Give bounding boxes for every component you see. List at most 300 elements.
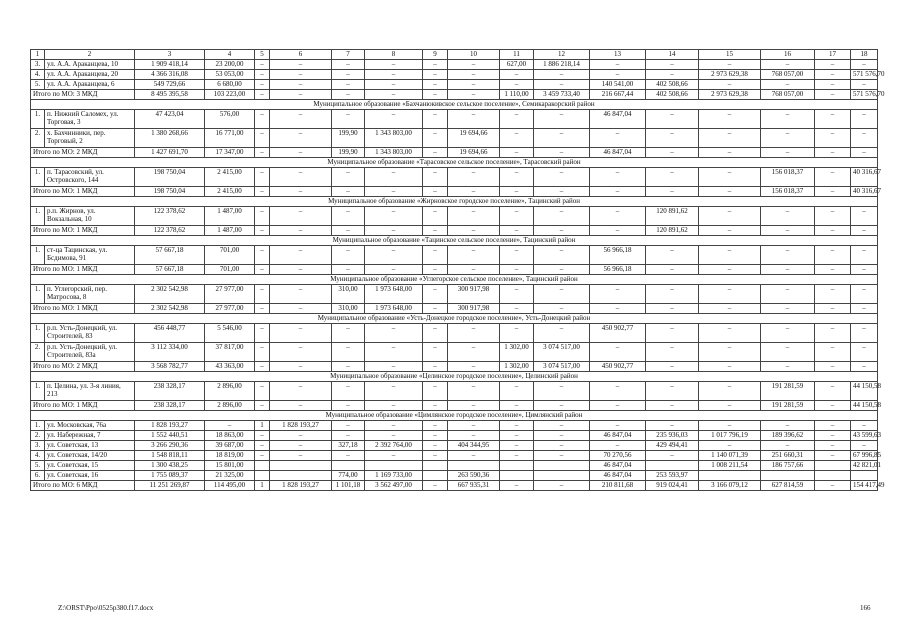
row-number: 4. [31,451,45,461]
table-cell: 2 415,00 [205,187,255,197]
row-number: 1. [31,168,45,187]
table-cell: 1 828 193,27 [270,421,332,431]
address-cell: п. Тарасовский, ул. Островского, 144 [45,168,135,187]
table-cell: – [365,265,423,275]
table-cell: – [646,285,699,304]
table-cell: – [699,226,761,236]
table-cell: – [500,441,534,451]
table-cell: – [851,304,878,314]
table-cell: – [646,187,699,197]
table-cell [423,461,448,471]
table-cell: – [423,246,448,265]
table-cell: – [448,343,500,362]
table-cell [270,461,332,471]
table-cell [448,461,500,471]
table-cell: – [255,431,270,441]
table-cell: – [646,60,699,70]
table-cell: 189 396,62 [761,431,815,441]
column-header: 4 [205,50,255,60]
table-cell: – [332,90,365,100]
column-header: 8 [365,50,423,60]
table-cell: – [270,226,332,236]
table-cell: 402 508,66 [646,80,699,90]
table-cell: – [590,187,646,197]
table-cell: – [270,401,332,411]
table-cell: 3 074 517,00 [534,362,590,372]
row-number: 1. [31,421,45,431]
table-cell [761,471,815,481]
table-cell: – [699,207,761,226]
table-cell: – [423,304,448,314]
table-cell: – [646,246,699,265]
table-cell: – [332,168,365,187]
table-cell: 3 568 782,77 [135,362,205,372]
table-cell: 235 936,03 [646,431,699,441]
table-cell: – [534,187,590,197]
table-cell: – [332,431,365,441]
table-cell: 57 667,18 [135,246,205,265]
table-cell: – [500,481,534,491]
table-cell: – [646,168,699,187]
table-cell: 1 343 803,00 [365,129,423,148]
table-cell: – [815,431,851,441]
table-cell: 53 053,00 [205,70,255,80]
table-cell: – [423,70,448,80]
table-cell: 37 817,00 [205,343,255,362]
table-cell: – [270,431,332,441]
table-cell: – [423,110,448,129]
table-cell: – [500,110,534,129]
table-cell: – [699,304,761,314]
table-cell: – [332,343,365,362]
table-cell: – [332,187,365,197]
table-cell: – [534,441,590,451]
row-number: 6. [31,471,45,481]
table-cell: 3 459 733,40 [534,90,590,100]
table-cell: 18 819,00 [205,451,255,461]
table-cell: 40 316,67 [851,187,878,197]
table-cell: – [448,60,500,70]
footer-file-path: Z:\ORST\Ppo\0525p380.f17.docx [58,604,154,612]
table-cell: – [761,441,815,451]
table-cell: – [332,60,365,70]
table-cell: – [761,421,815,431]
table-cell: 2 973 629,38 [699,90,761,100]
table-cell: 70 270,56 [590,451,646,461]
table-cell: – [851,226,878,236]
table-cell: – [423,382,448,401]
table-cell: – [255,451,270,461]
row-number: 3. [31,441,45,451]
row-number: 5. [31,461,45,471]
table-cell: – [851,441,878,451]
table-cell: 57 667,18 [135,265,205,275]
table-cell: – [365,207,423,226]
table-cell: 327,18 [332,441,365,451]
address-cell: п. Углегорский, пер. Матросова, 8 [45,285,135,304]
table-row [31,60,878,70]
table-cell: – [590,207,646,226]
section-title: Муниципальное образование «Цимлянское городское поселение», Цимлянский район [31,411,878,421]
table-row [31,285,878,304]
table-cell: – [815,187,851,197]
table-cell: – [255,129,270,148]
column-header: 1 [31,50,45,60]
table-cell: – [851,246,878,265]
table-cell: – [423,343,448,362]
table-cell: – [423,60,448,70]
table-cell: – [646,324,699,343]
table-cell: – [448,80,500,90]
table-cell: – [448,226,500,236]
table-cell: – [255,90,270,100]
table-cell: 1 169 733,00 [365,471,423,481]
table-cell: – [448,90,500,100]
table-cell: – [699,343,761,362]
column-header: 16 [761,50,815,60]
section-title: Муниципальное образование «Бахчанюкивское сельское поселение», Семикаракорский район [31,100,878,110]
table-cell: – [255,324,270,343]
footer-page-number: 166 [860,604,871,612]
address-cell: х. Бахчинники, пер. Торговый, 2 [45,129,135,148]
table-cell [534,461,590,471]
address-cell: р.п. Усть-Донецкий, ул. Строителей, 83 [45,324,135,343]
table-cell: 919 024,41 [646,481,699,491]
address-cell: п. Целина, ул. 3-я линия, 213 [45,382,135,401]
table-cell: – [815,226,851,236]
table-cell: 1 755 089,37 [135,471,205,481]
table-cell: – [646,129,699,148]
table-cell: – [255,382,270,401]
table-cell: – [851,285,878,304]
table-cell: – [815,129,851,148]
table-cell: – [365,451,423,461]
table-cell: – [500,226,534,236]
cost-table [30,49,885,491]
address-cell: р.п. Жирнов, ул. Вокзальная, 10 [45,207,135,226]
table-cell: – [699,168,761,187]
address-cell: ул. Советская, 14/20 [45,451,135,461]
table-cell: 2 302 542,98 [135,285,205,304]
table-cell: – [365,110,423,129]
table-cell: 191 281,59 [761,382,815,401]
address-cell: ст-ца Тацинская, ул. Бсдимова, 91 [45,246,135,265]
table-cell: – [365,246,423,265]
total-row [31,187,878,197]
table-cell: – [815,324,851,343]
table-cell: – [534,226,590,236]
table-cell: – [534,148,590,158]
section-title: Муниципальное образование «Углегорское сельское поселение», Тацинский район [31,275,878,285]
address-cell: п. Нижний Саломех, ул. Торговая, 3 [45,110,135,129]
table-cell: – [448,324,500,343]
table-row [31,110,878,129]
table-cell: – [815,343,851,362]
table-cell: – [255,226,270,236]
section-title: Муниципальное образование «Усть-Донецкое городское поселение», Усть-Донецкий район [31,314,878,324]
section-title: Муниципальное образование «Тарасовское сельское поселение», Тарасовский район [31,158,878,168]
table-cell: – [699,246,761,265]
address-cell: р.п. Усть-Донецкий, ул. Строителей, 83а [45,343,135,362]
table-cell: 140 541,00 [590,80,646,90]
table-cell: – [270,343,332,362]
table-cell: – [699,60,761,70]
table-row [31,70,878,80]
table-cell: – [270,110,332,129]
table-cell: – [255,168,270,187]
table-cell: – [500,265,534,275]
table-row [31,207,878,226]
table-cell: – [761,324,815,343]
table-cell: 8 495 395,58 [135,90,205,100]
table-cell: 1 973 648,00 [365,285,423,304]
table-cell: – [500,285,534,304]
table-cell: – [534,70,590,80]
table-cell: – [534,382,590,401]
table-cell: – [534,285,590,304]
row-number: 3. [31,60,45,70]
row-number: 1. [31,110,45,129]
table-cell: – [448,451,500,461]
table-cell: – [590,382,646,401]
table-cell: – [761,110,815,129]
table-cell: – [646,451,699,461]
table-cell: – [332,382,365,401]
table-cell: 627,00 [500,60,534,70]
table-cell: – [270,129,332,148]
table-cell: – [270,304,332,314]
table-cell: 2 302 542,98 [135,304,205,314]
table-cell: – [423,265,448,275]
table-cell: 1 552 440,51 [135,431,205,441]
table-cell: 310,00 [332,304,365,314]
table-cell: – [332,246,365,265]
table-cell: – [590,285,646,304]
table-cell: 122 378,62 [135,226,205,236]
table-cell: – [851,60,878,70]
table-cell: 300 917,98 [448,285,500,304]
row-number: 5. [31,80,45,90]
table-cell: – [761,343,815,362]
table-cell: 450 902,77 [590,362,646,372]
table-cell: 3 074 517,00 [534,343,590,362]
table-cell: – [365,168,423,187]
total-row [31,481,878,491]
table-cell: 768 057,00 [761,90,815,100]
table-cell: 701,00 [205,265,255,275]
table-cell: – [255,401,270,411]
table-cell: – [815,265,851,275]
table-cell: 571 576,70 [851,90,878,100]
total-row [31,148,878,158]
address-cell: ул. А.А. Араканцева, 10 [45,60,135,70]
table-cell: – [365,226,423,236]
table-cell: – [332,80,365,90]
table-cell: 191 281,59 [761,401,815,411]
table-cell: – [365,60,423,70]
table-cell: – [423,421,448,431]
table-cell: – [270,60,332,70]
table-cell: – [448,421,500,431]
table-cell: – [815,60,851,70]
table-cell: 2 973 629,38 [699,70,761,80]
table-cell: 701,00 [205,246,255,265]
table-cell: – [534,265,590,275]
column-header: 7 [332,50,365,60]
total-row [31,265,878,275]
table-cell: – [365,362,423,372]
section-title: Муниципальное образование «Жирновское городское поселение», Тацинский район [31,197,878,207]
address-cell: ул. Советская, 16 [45,471,135,481]
table-cell: – [699,265,761,275]
table-cell: – [255,362,270,372]
table-cell: – [448,382,500,401]
table-cell: – [590,421,646,431]
table-cell: – [448,207,500,226]
table-cell: – [534,110,590,129]
address-cell: ул. А.А. Араканцева, 20 [45,70,135,80]
table-cell: 429 494,41 [646,441,699,451]
table-cell: 46 847,04 [590,148,646,158]
table-cell: – [500,246,534,265]
total-label: Итого по МО: 6 МКД [31,481,135,491]
table-cell: – [534,324,590,343]
table-cell: – [365,431,423,441]
table-cell: – [270,265,332,275]
table-cell: 198 750,04 [135,168,205,187]
table-cell: – [646,70,699,80]
table-cell: 1 [255,481,270,491]
section-row [31,275,878,285]
table-row [31,461,878,471]
table-cell: 17 347,00 [205,148,255,158]
table-cell: 238 328,17 [135,401,205,411]
address-cell: ул. Набережная, 7 [45,431,135,441]
table-cell: – [270,324,332,343]
table-cell: – [332,207,365,226]
table-cell: – [500,451,534,461]
table-cell: 1 [255,421,270,431]
table-cell: 42 821,01 [851,461,878,471]
table-cell: – [815,110,851,129]
table-cell: 238 328,17 [135,382,205,401]
table-cell: – [255,207,270,226]
table-cell: – [332,451,365,461]
table-cell: 3 166 079,12 [699,481,761,491]
table-cell: – [815,285,851,304]
table-cell: 27 977,00 [205,304,255,314]
table-cell: – [448,431,500,441]
table-cell: 263 590,36 [448,471,500,481]
table-cell: – [699,148,761,158]
column-header: 9 [423,50,448,60]
table-cell: 56 966,18 [590,246,646,265]
table-cell: – [423,148,448,158]
table-cell [500,461,534,471]
total-row [31,226,878,236]
table-cell: – [500,129,534,148]
table-cell: – [255,285,270,304]
section-row [31,236,878,246]
table-cell [500,471,534,481]
table-cell: 627 814,59 [761,481,815,491]
total-row [31,90,878,100]
total-label: Итого по МО: 2 МКД [31,148,135,158]
table-cell: – [270,451,332,461]
row-number: 1. [31,246,45,265]
table-cell: – [534,481,590,491]
table-cell: 2 896,00 [205,382,255,401]
table-cell: – [851,80,878,90]
table-cell: – [365,401,423,411]
table-cell: – [851,362,878,372]
table-cell: – [699,110,761,129]
table-cell: 27 977,00 [205,285,255,304]
table-cell: – [332,324,365,343]
table-cell: – [646,110,699,129]
table-cell: – [761,60,815,70]
table-cell: 1 828 193,27 [135,421,205,431]
table-cell: – [500,187,534,197]
table-cell: 576,00 [205,110,255,129]
table-cell: – [699,285,761,304]
table-cell: – [270,168,332,187]
table-cell: – [423,207,448,226]
table-cell: 46 847,04 [590,110,646,129]
table-cell: – [590,60,646,70]
table-cell: – [270,382,332,401]
table-cell: – [815,168,851,187]
table-cell: – [646,265,699,275]
table-cell: 768 057,00 [761,70,815,80]
table-cell: – [761,80,815,90]
column-header: 11 [500,50,534,60]
table-cell: – [270,362,332,372]
table-cell: – [255,60,270,70]
table-cell: – [851,148,878,158]
table-cell: 56 966,18 [590,265,646,275]
section-row [31,158,878,168]
table-cell: – [590,441,646,451]
table-cell [815,471,851,481]
table-cell: – [255,70,270,80]
table-cell: – [815,382,851,401]
address-cell: ул. Советская, 13 [45,441,135,451]
table-cell: – [590,226,646,236]
table-cell: – [534,304,590,314]
table-cell: 253 593,97 [646,471,699,481]
table-cell: 1 017 796,19 [699,431,761,441]
total-label: Итого по МО: 3 МКД [31,90,135,100]
row-number: 1. [31,324,45,343]
table-cell: – [646,343,699,362]
table-cell: – [815,80,851,90]
total-row [31,362,878,372]
table-cell: 251 660,31 [761,451,815,461]
table-cell: – [815,246,851,265]
column-header: 15 [699,50,761,60]
table-cell: – [851,265,878,275]
table-cell: 1 008 211,54 [699,461,761,471]
table-cell: – [255,187,270,197]
address-cell: ул. Советская, 15 [45,461,135,471]
table-cell: – [646,362,699,372]
table-cell: – [761,362,815,372]
header-row [31,50,878,60]
table-cell: – [815,207,851,226]
table-cell: 216 667,44 [590,90,646,100]
table-cell: – [270,441,332,451]
